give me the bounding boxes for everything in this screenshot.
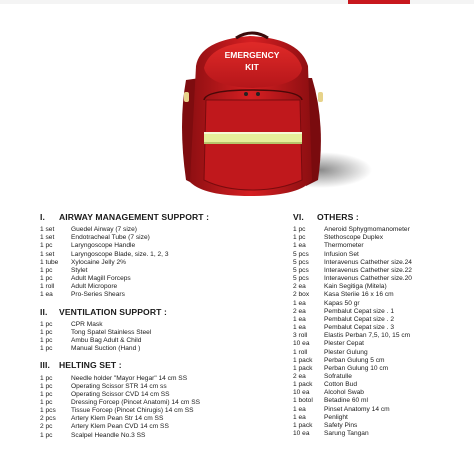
item-description: Endotracheal Tube (7 size) — [71, 234, 150, 242]
item-quantity: 1 pc — [40, 374, 53, 382]
item-description: Guedel Airway (7 size) — [71, 226, 137, 234]
item-quantity: 1 pc — [40, 431, 53, 439]
others-list — [293, 226, 473, 438]
list-item — [293, 357, 473, 365]
item-description: Scalpel Heandle No.3 SS — [71, 431, 146, 439]
item-description: Tissue Forcep (Pincet Chirugis) 14 cm SS — [71, 407, 194, 415]
list-item — [40, 251, 270, 259]
list-item — [40, 399, 270, 407]
list-item — [293, 267, 473, 275]
list-item — [40, 329, 270, 337]
list-item — [293, 226, 473, 234]
item-description: Stethoscope Duplex — [324, 234, 384, 242]
item-quantity: 1 set — [40, 226, 55, 234]
item-description: Kasa Steriie 16 x 16 cm — [324, 291, 394, 299]
item-description: Perban Gulung 10 cm — [324, 364, 389, 372]
list-item — [293, 430, 473, 438]
item-description: Infusion Set — [324, 250, 359, 258]
list-item — [293, 291, 473, 299]
list-item — [293, 389, 473, 397]
item-description: Cotton Bud — [324, 381, 357, 389]
right-column — [293, 213, 473, 438]
list-item — [293, 316, 473, 324]
item-description: CPR Mask — [71, 320, 103, 328]
list-item — [40, 234, 270, 242]
section-title: VENTILATION SUPPORT : — [59, 306, 167, 317]
item-description: Safety Pins — [324, 421, 358, 429]
item-quantity: 2 pcs — [40, 415, 56, 423]
item-quantity: 1 pack — [293, 381, 313, 389]
item-description: Artery Klem Pean CVD 14 cm SS — [71, 423, 169, 431]
list-item — [293, 414, 473, 422]
list-item — [40, 321, 270, 329]
item-quantity: 1 ea — [293, 324, 306, 332]
list-item — [40, 391, 270, 399]
item-description: Xylocaine Jelly 2% — [71, 258, 126, 266]
list-item — [40, 283, 270, 291]
item-quantity: 1 set — [40, 234, 55, 242]
list-item — [293, 283, 473, 291]
item-description: Tong Spatel Stainless Steel — [71, 328, 152, 336]
emergency-kit-photo — [0, 4, 474, 204]
list-item — [40, 291, 270, 299]
item-description: Thermometer — [324, 242, 364, 250]
helting-list — [40, 375, 270, 440]
list-item — [293, 349, 473, 357]
list-item — [293, 275, 473, 283]
item-description: Plester Cepat — [324, 340, 364, 348]
list-item — [40, 259, 270, 267]
item-quantity: 1 ea — [293, 413, 306, 421]
item-quantity: 1 pc — [40, 337, 53, 345]
item-quantity: 3 roll — [293, 332, 308, 340]
section-number: II. — [40, 306, 48, 317]
item-description: Pembalut Cepat size . 2 — [324, 315, 395, 323]
list-item — [293, 373, 473, 381]
item-quantity: 2 ea — [293, 307, 306, 315]
zipper-pull — [244, 92, 248, 96]
list-item — [40, 415, 270, 423]
item-quantity: 10 ea — [293, 340, 310, 348]
list-item — [40, 267, 270, 275]
list-item — [293, 251, 473, 259]
item-description: Pembalut Cepat size . 1 — [324, 307, 395, 315]
item-description: Needle holder "Mayor Hegar" 14 cm SS — [71, 374, 188, 382]
item-description: Interavenus Cathether size.24 — [324, 258, 412, 266]
section-number: III. — [40, 360, 50, 371]
section-header-others — [293, 213, 473, 221]
item-quantity: 1 pc — [40, 266, 53, 274]
item-description: Elastis Perban 7,5, 10, 15 cm — [324, 332, 411, 340]
item-description: Betadine 60 ml — [324, 397, 368, 405]
left-column — [40, 213, 270, 440]
item-quantity: 1 ea — [293, 242, 306, 250]
item-description: Manual Suction (Hand ) — [71, 345, 141, 353]
item-quantity: 10 ea — [293, 389, 310, 397]
list-item — [40, 345, 270, 353]
list-item — [293, 234, 473, 242]
item-description: Aneroid Sphygmomanometer — [324, 226, 410, 234]
item-quantity: 1 set — [40, 250, 55, 258]
section-title: OTHERS : — [317, 212, 359, 222]
item-quantity: 2 ea — [293, 372, 306, 380]
section-header-ventilation — [40, 308, 270, 316]
item-quantity: 1 roll — [40, 283, 55, 291]
item-description: Stylet — [71, 266, 88, 274]
list-item — [40, 226, 270, 234]
item-quantity: 1 pc — [40, 398, 53, 406]
item-description: Interavenus Cathether size.20 — [324, 275, 412, 283]
item-description: Plester Gulung — [324, 348, 368, 356]
item-description: Laryngoscope Handle — [71, 242, 136, 250]
item-quantity: 5 pcs — [293, 258, 309, 266]
section-header-helting — [40, 361, 270, 369]
item-description: Operating Scissor CVD 14 cm SS — [71, 390, 170, 398]
list-item — [293, 308, 473, 316]
item-description: Ambu Bag Adult & Child — [71, 337, 142, 345]
item-quantity: 5 pcs — [293, 275, 309, 283]
list-item — [40, 383, 270, 391]
item-description: Sarung Tangan — [324, 430, 369, 438]
list-item — [40, 275, 270, 283]
item-quantity: 1 ea — [293, 405, 306, 413]
list-item — [293, 381, 473, 389]
item-description: Interavenus Cathether size.22 — [324, 266, 412, 274]
list-item — [293, 332, 473, 340]
item-description: Alcohol Swab — [324, 389, 364, 397]
list-item — [293, 300, 473, 308]
item-description: Pro-Series Shears — [71, 291, 125, 299]
item-quantity: 1 pack — [293, 421, 313, 429]
item-description: Adult Micropore — [71, 283, 118, 291]
ventilation-list — [40, 321, 270, 354]
item-description: Perban Gulung 5 cm — [324, 356, 385, 364]
item-quantity: 5 pcs — [293, 250, 309, 258]
item-quantity: 10 ea — [293, 430, 310, 438]
item-quantity: 1 pack — [293, 364, 313, 372]
item-description: Operating Scissor STR 14 cm ss — [71, 382, 167, 390]
item-description: Sofratulle — [324, 372, 352, 380]
item-quantity: 1 roll — [293, 348, 308, 356]
section-title: AIRWAY MANAGEMENT SUPPORT : — [59, 212, 210, 222]
item-quantity: 1 pc — [293, 234, 306, 242]
airway-list — [40, 226, 270, 299]
section-header-airway — [40, 213, 270, 221]
item-quantity: 1 pc — [40, 390, 53, 398]
section-number: VI. — [293, 212, 304, 222]
list-item — [293, 242, 473, 250]
item-quantity: 1 ea — [293, 299, 306, 307]
item-quantity: 1 pc — [40, 382, 53, 390]
item-quantity: 1 ea — [40, 291, 53, 299]
item-quantity: 2 box — [293, 291, 310, 299]
bag-front-pocket — [204, 100, 302, 190]
list-item — [293, 422, 473, 430]
bag-label-line2: KIT — [245, 62, 259, 72]
list-item — [40, 432, 270, 440]
section-title: HELTING SET : — [59, 360, 122, 371]
item-description: Penlight — [324, 413, 348, 421]
item-description: Adult Magill Forceps — [71, 275, 131, 283]
list-item — [40, 337, 270, 345]
item-quantity: 1 pc — [40, 320, 53, 328]
item-description: Pembalut Cepat size . 3 — [324, 324, 395, 332]
list-item — [40, 375, 270, 383]
item-description: Kain Segitiga (Mitela) — [324, 283, 387, 291]
bag-label-line1: EMERGENCY — [224, 50, 280, 60]
list-item — [293, 365, 473, 373]
list-item — [40, 242, 270, 250]
item-description: Laryngoscope Blade, size. 1, 2, 3 — [71, 250, 169, 258]
item-quantity: 1 pc — [40, 275, 53, 283]
item-quantity: 1 pc — [40, 242, 53, 250]
item-quantity: 2 pc — [40, 423, 53, 431]
list-item — [40, 407, 270, 415]
list-item — [293, 324, 473, 332]
list-item — [293, 340, 473, 348]
item-description: Artery Klem Pean Str 14 cm SS — [71, 415, 164, 423]
list-item — [293, 397, 473, 405]
item-description: Dressing Forcep (Pincet Anatomi) 14 cm SS — [71, 398, 200, 406]
item-description: Pinset Anatomy 14 cm — [324, 405, 390, 413]
item-description: Kapas 50 gr — [324, 299, 360, 307]
item-quantity: 1 pack — [293, 356, 313, 364]
list-item — [293, 259, 473, 267]
item-quantity: 1 ea — [293, 315, 306, 323]
item-quantity: 1 pc — [293, 226, 306, 234]
item-quantity: 1 tube — [40, 258, 59, 266]
list-item — [40, 423, 270, 431]
item-quantity: 2 ea — [293, 283, 306, 291]
item-quantity: 1 pc — [40, 345, 53, 353]
item-quantity: 1 pcs — [40, 407, 56, 415]
list-item — [293, 406, 473, 414]
item-quantity: 1 botol — [293, 397, 313, 405]
item-quantity: 5 pcs — [293, 266, 309, 274]
section-number: I. — [40, 212, 45, 222]
item-quantity: 1 pc — [40, 328, 53, 336]
